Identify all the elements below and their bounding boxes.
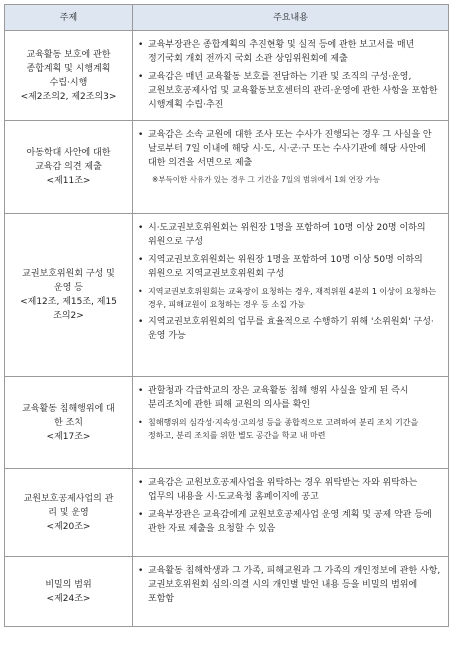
topic-line: 교권보호위원회 구성 및 <box>22 269 115 279</box>
table-row <box>5 214 449 377</box>
topic-ref: 조의2> <box>53 311 84 321</box>
topic-line: 교원보호공제사업의 관 <box>23 493 114 504</box>
topic-line: 교육활동 침해행위에 대 <box>22 403 115 414</box>
content-item: • 교육부장관은 종합계획의 추진현황 및 실적 등에 관한 보고서를 매년 정기국회 개회 전까지 국회 소관 상임위원회에 제출 <box>138 38 444 66</box>
content-cell <box>133 469 449 557</box>
topic-line: 종합계획 및 시행계획 <box>26 63 111 74</box>
topic-line: 비밀의 범위 <box>45 579 92 590</box>
topic-line: 교육활동 보호에 관한 <box>26 49 111 60</box>
topic-ref: <제20조> <box>46 521 91 532</box>
content-item: • 시·도교권보호위원회는 위원장 1명을 포함하여 10명 이상 20명 이하의 위원으로 구성 <box>138 221 444 249</box>
table-row <box>5 31 449 121</box>
summary-table <box>4 4 449 627</box>
topic-cell <box>5 121 133 214</box>
content-item: • 교육활동 침해학생과 그 가족, 피해교원과 그 가족의 개인정보에 관한 사항, 교권보호위원회 심의·의결 시의 개인별 발언 내용 등을 비밀의 범위에 포함함 <box>138 564 444 606</box>
topic-cell <box>5 557 133 627</box>
topic-ref: <제12조, 제15조, 제15 <box>20 297 117 307</box>
topic-ref: <제24조> <box>46 593 91 604</box>
content-cell <box>133 121 449 214</box>
topic-cell <box>5 469 133 557</box>
topic-ref: <제17조> <box>46 431 91 442</box>
topic-line: 아동학대 사안에 대한 <box>26 148 111 158</box>
topic-cell <box>5 214 133 377</box>
table-row <box>5 121 449 214</box>
header-content: 주요내용 <box>133 5 449 31</box>
content-item: • 지역교권보호위원회의 업무를 효율적으로 수행하기 위해 '소위원회' 구성·운영 가능 <box>138 315 444 343</box>
content-cell <box>133 31 449 121</box>
content-cell <box>133 557 449 627</box>
content-cell <box>133 377 449 469</box>
content-item: • 관할청과 각급학교의 장은 교육활동 침해 행위 사실을 알게 된 즉시 분리조치에 관한 피해 교원의 의사를 확인 <box>138 384 444 412</box>
topic-cell <box>5 377 133 469</box>
content-item: • 지역교권보호위원회는 교육장이 요청하는 경우, 재적위원 4분의 1 이상이 요청하는 경우, 피해교원이 요청하는 경우 등 소집 가능 <box>138 285 444 311</box>
content-cell <box>133 214 449 377</box>
content-note: ※부득이한 사유가 있는 경우 그 기간을 7일의 범위에서 1회 연장 가능 <box>152 175 381 184</box>
content-item: • 교육부장관은 교육감에게 교원보호공제사업 운영 계획 및 공제 약관 등에 관한 자료 제출을 요청할 수 있음 <box>138 508 444 536</box>
document <box>4 4 448 627</box>
table-row <box>5 557 449 627</box>
topic-line: 리 및 운영 <box>48 507 89 518</box>
topic-line: 한 조치 <box>54 417 83 428</box>
table-row <box>5 377 449 469</box>
content-item: • 침해행위의 심각성·지속성·고의성 등을 종합적으로 고려하여 분리 조치 기간을 정하고, 분리 조치를 위한 별도 공간을 학교 내 마련 <box>138 416 444 442</box>
topic-ref: <제11조> <box>46 176 91 186</box>
topic-line: 수립·시행 <box>49 77 88 88</box>
topic-line: 운영 등 <box>54 283 83 293</box>
topic-cell <box>5 31 133 121</box>
table-row <box>5 469 449 557</box>
content-item: • 지역교권보호위원회는 위원장 1명을 포함하여 10명 이상 50명 이하의 위원으로 지역교권보호위원회 구성 <box>138 253 444 281</box>
content-item: • 교육감은 매년 교육활동 보호를 전담하는 기관 및 조직의 구성·운영, 교원보호공제사업 및 교육활동보호센터의 관리·운영에 관한 사항을 포함한 시행계획 수립·추진 <box>138 70 444 112</box>
header-topic: 주제 <box>5 5 133 31</box>
content-item: • 교육감은 소속 교원에 대한 조사 또는 수사가 진행되는 경우 그 사실을 안 날로부터 7일 이내에 해당 시·도, 시·군·구 또는 수사기관에 해당 사안에 대한 의견을 서면으로 제출 <box>138 128 444 170</box>
table-header-row <box>5 5 449 31</box>
content-item: • 교육감은 교원보호공제사업을 위탁하는 경우 위탁받는 자와 위탁하는 업무의 내용을 시·도교육청 홈페이지에 공고 <box>138 476 444 504</box>
topic-ref: <제2조의2, 제2조의3> <box>20 91 117 102</box>
topic-line: 교육감 의견 제출 <box>35 162 102 172</box>
